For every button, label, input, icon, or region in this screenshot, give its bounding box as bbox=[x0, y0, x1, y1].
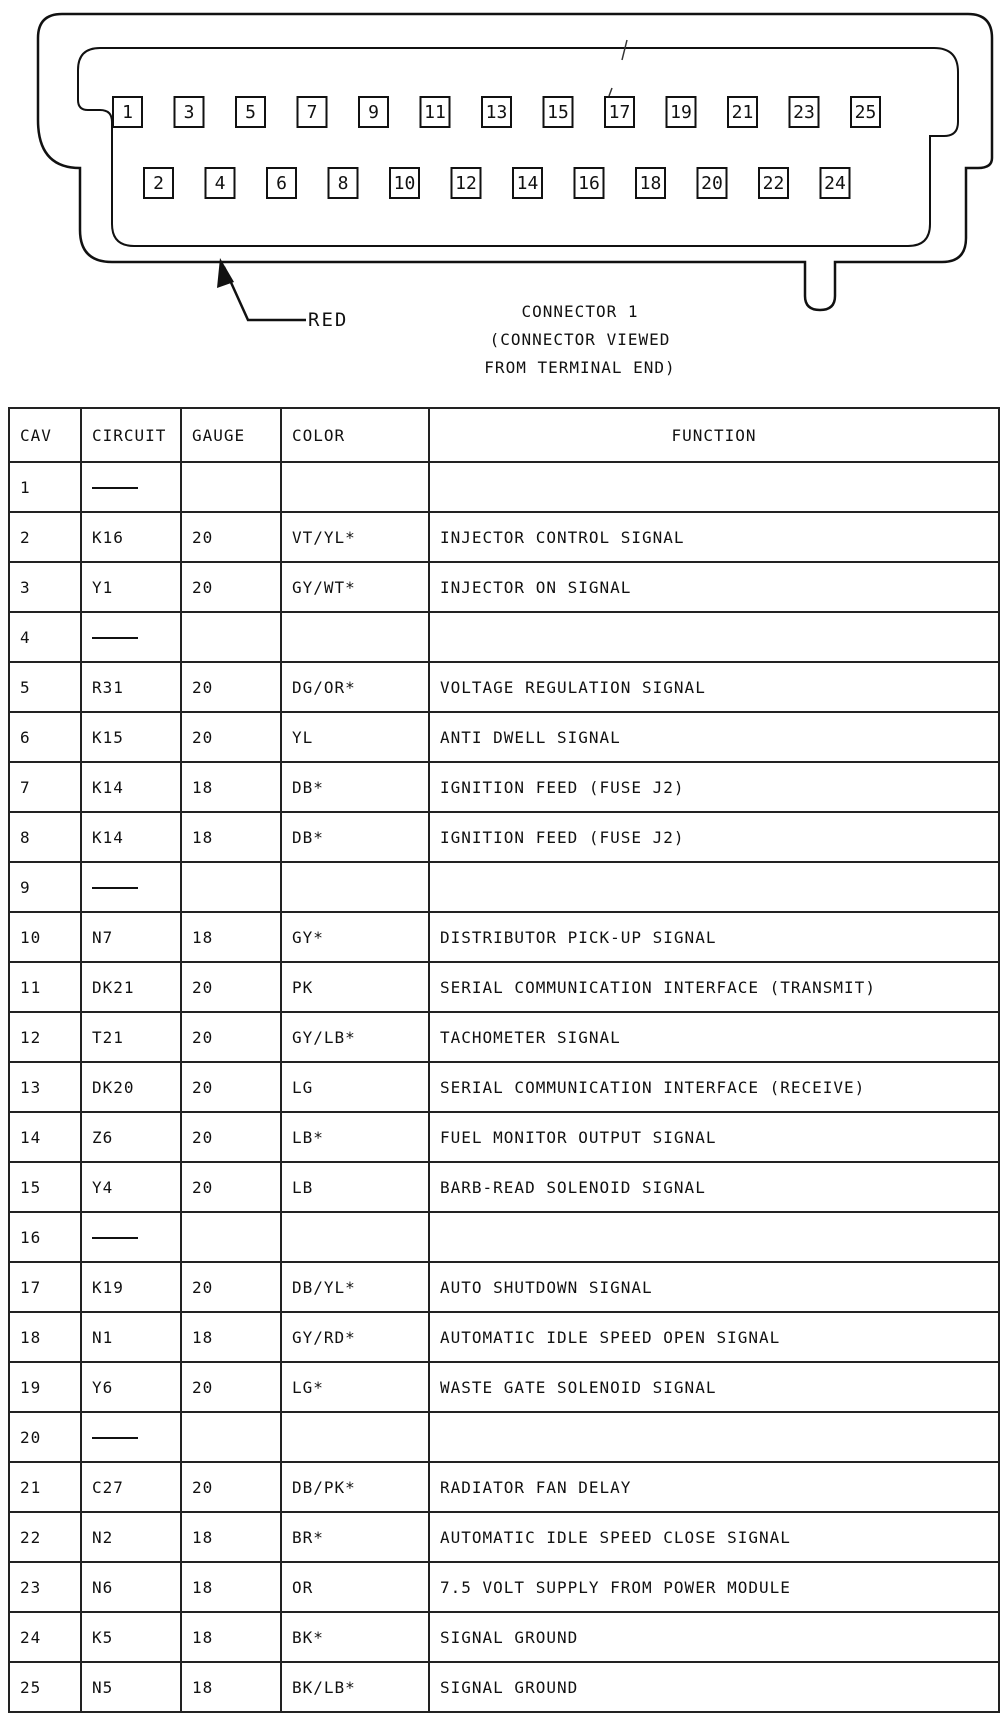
function-cell: TACHOMETER SIGNAL bbox=[429, 1012, 999, 1062]
circuit-cell: C27 bbox=[81, 1462, 181, 1512]
function-cell: IGNITION FEED (FUSE J2) bbox=[429, 812, 999, 862]
table-row bbox=[9, 1312, 999, 1362]
table-row bbox=[9, 612, 999, 662]
pin-row-bottom bbox=[144, 168, 850, 198]
table-row bbox=[9, 862, 999, 912]
circuit-cell: R31 bbox=[81, 662, 181, 712]
pin-cavity bbox=[636, 168, 665, 198]
circuit-cell: Y6 bbox=[81, 1362, 181, 1412]
color-cell bbox=[281, 1412, 429, 1462]
gauge-cell: 20 bbox=[181, 1362, 281, 1412]
pin-cavity bbox=[544, 97, 573, 127]
unused-dash bbox=[92, 487, 138, 489]
unused-dash bbox=[92, 887, 138, 889]
table-row bbox=[9, 512, 999, 562]
circuit-cell bbox=[81, 1412, 181, 1462]
table-row bbox=[9, 762, 999, 812]
pin-cavity bbox=[452, 168, 481, 198]
gauge-cell bbox=[181, 462, 281, 512]
function-cell: 7.5 VOLT SUPPLY FROM POWER MODULE bbox=[429, 1562, 999, 1612]
circuit-cell bbox=[81, 862, 181, 912]
table-row bbox=[9, 1112, 999, 1162]
color-cell: BR* bbox=[281, 1512, 429, 1562]
table-row bbox=[9, 462, 999, 512]
color-cell: LB* bbox=[281, 1112, 429, 1162]
gauge-cell: 20 bbox=[181, 962, 281, 1012]
pin-number: 3 bbox=[183, 102, 195, 123]
gauge-cell: 18 bbox=[181, 812, 281, 862]
gauge-cell: 18 bbox=[181, 912, 281, 962]
color-cell: GY/WT* bbox=[281, 562, 429, 612]
pin-cavity bbox=[421, 97, 450, 127]
unused-dash bbox=[92, 1437, 138, 1439]
function-cell: BARB-READ SOLENOID SIGNAL bbox=[429, 1162, 999, 1212]
function-cell: INJECTOR CONTROL SIGNAL bbox=[429, 512, 999, 562]
cav-cell: 23 bbox=[9, 1562, 81, 1612]
circuit-cell: K16 bbox=[81, 512, 181, 562]
color-cell: GY/RD* bbox=[281, 1312, 429, 1362]
pin-number: 20 bbox=[701, 173, 723, 194]
gauge-cell: 18 bbox=[181, 1662, 281, 1712]
cav-cell: 8 bbox=[9, 812, 81, 862]
circuit-cell: T21 bbox=[81, 1012, 181, 1062]
table-row bbox=[9, 812, 999, 862]
function-cell: AUTO SHUTDOWN SIGNAL bbox=[429, 1262, 999, 1312]
circuit-cell: N2 bbox=[81, 1512, 181, 1562]
function-cell: SIGNAL GROUND bbox=[429, 1612, 999, 1662]
caption-line-3: FROM TERMINAL END) bbox=[484, 358, 676, 377]
cav-cell: 14 bbox=[9, 1112, 81, 1162]
pin-cavity bbox=[575, 168, 604, 198]
function-cell bbox=[429, 462, 999, 512]
pin-number: 13 bbox=[485, 102, 508, 123]
gauge-cell: 20 bbox=[181, 1162, 281, 1212]
gauge-cell: 20 bbox=[181, 712, 281, 762]
gauge-cell: 20 bbox=[181, 1262, 281, 1312]
pin-cavity bbox=[667, 97, 696, 127]
function-cell: WASTE GATE SOLENOID SIGNAL bbox=[429, 1362, 999, 1412]
pin-cavity bbox=[267, 168, 296, 198]
caption-line-2: (CONNECTOR VIEWED bbox=[489, 330, 671, 349]
cav-cell: 2 bbox=[9, 512, 81, 562]
pin-number: 17 bbox=[608, 102, 631, 123]
pin-cavity bbox=[144, 168, 173, 198]
color-cell: BK* bbox=[281, 1612, 429, 1662]
function-cell: DISTRIBUTOR PICK-UP SIGNAL bbox=[429, 912, 999, 962]
header-color: COLOR bbox=[281, 408, 429, 462]
cav-cell: 16 bbox=[9, 1212, 81, 1262]
pin-number: 7 bbox=[306, 102, 318, 123]
pin-number: 10 bbox=[393, 173, 416, 194]
table-row bbox=[9, 1662, 999, 1712]
pin-number: 19 bbox=[670, 102, 692, 123]
table-row bbox=[9, 962, 999, 1012]
circuit-cell: N6 bbox=[81, 1562, 181, 1612]
table-row bbox=[9, 1562, 999, 1612]
table-row bbox=[9, 1362, 999, 1412]
pin-cavity bbox=[329, 168, 358, 198]
header-circuit: CIRCUIT bbox=[81, 408, 181, 462]
gauge-cell: 18 bbox=[181, 1312, 281, 1362]
function-cell: AUTOMATIC IDLE SPEED CLOSE SIGNAL bbox=[429, 1512, 999, 1562]
gauge-cell: 20 bbox=[181, 562, 281, 612]
color-cell: DB* bbox=[281, 812, 429, 862]
pin-cavity bbox=[698, 168, 727, 198]
gauge-cell: 18 bbox=[181, 1512, 281, 1562]
color-cell: LG* bbox=[281, 1362, 429, 1412]
cav-cell: 7 bbox=[9, 762, 81, 812]
circuit-cell: K19 bbox=[81, 1262, 181, 1312]
function-cell bbox=[429, 862, 999, 912]
pin-number: 9 bbox=[368, 102, 379, 123]
table-row bbox=[9, 1512, 999, 1562]
header-function: FUNCTION bbox=[429, 408, 999, 462]
gauge-cell: 20 bbox=[181, 1112, 281, 1162]
color-cell: DB* bbox=[281, 762, 429, 812]
function-cell: SERIAL COMMUNICATION INTERFACE (RECEIVE) bbox=[429, 1062, 999, 1112]
pin-number: 23 bbox=[793, 102, 815, 123]
circuit-cell: K14 bbox=[81, 812, 181, 862]
circuit-cell: Z6 bbox=[81, 1112, 181, 1162]
pin-cavity bbox=[728, 97, 757, 127]
color-cell: DB/YL* bbox=[281, 1262, 429, 1312]
circuit-cell: DK21 bbox=[81, 962, 181, 1012]
function-cell: SIGNAL GROUND bbox=[429, 1662, 999, 1712]
color-cell: YL bbox=[281, 712, 429, 762]
table-row bbox=[9, 1012, 999, 1062]
pin-cavity bbox=[759, 168, 788, 198]
circuit-cell: N7 bbox=[81, 912, 181, 962]
function-cell: SERIAL COMMUNICATION INTERFACE (TRANSMIT) bbox=[429, 962, 999, 1012]
gauge-cell bbox=[181, 612, 281, 662]
pin-cavity bbox=[359, 97, 388, 127]
pin-number: 12 bbox=[455, 173, 477, 194]
pin-number: 8 bbox=[337, 173, 349, 194]
pin-cavity bbox=[851, 97, 880, 127]
table-row bbox=[9, 1212, 999, 1262]
pin-number: 2 bbox=[153, 173, 164, 194]
cav-cell: 15 bbox=[9, 1162, 81, 1212]
color-cell: OR bbox=[281, 1562, 429, 1612]
table-row bbox=[9, 712, 999, 762]
circuit-cell bbox=[81, 612, 181, 662]
pin-row-top bbox=[113, 97, 880, 127]
table-row bbox=[9, 1062, 999, 1112]
gauge-cell: 18 bbox=[181, 1612, 281, 1662]
cav-cell: 1 bbox=[9, 462, 81, 512]
circuit-cell bbox=[81, 1212, 181, 1262]
pin-cavity bbox=[482, 97, 511, 127]
circuit-cell: N5 bbox=[81, 1662, 181, 1712]
pin-cavity bbox=[206, 168, 235, 198]
function-cell: RADIATOR FAN DELAY bbox=[429, 1462, 999, 1512]
pin-number: 1 bbox=[122, 102, 133, 123]
function-cell: FUEL MONITOR OUTPUT SIGNAL bbox=[429, 1112, 999, 1162]
pin-cavity bbox=[513, 168, 542, 198]
table-row bbox=[9, 1412, 999, 1462]
circuit-cell: Y1 bbox=[81, 562, 181, 612]
pin-number: 25 bbox=[854, 102, 877, 123]
color-cell bbox=[281, 612, 429, 662]
unused-dash bbox=[92, 1237, 138, 1239]
pin-number: 16 bbox=[578, 173, 600, 194]
pin-cavity bbox=[113, 97, 142, 127]
gauge-cell: 20 bbox=[181, 512, 281, 562]
cav-cell: 20 bbox=[9, 1412, 81, 1462]
pinout-table-body bbox=[9, 462, 999, 1712]
pin-number: 18 bbox=[639, 173, 662, 194]
gauge-cell: 20 bbox=[181, 1012, 281, 1062]
gauge-cell bbox=[181, 1412, 281, 1462]
housing-mark bbox=[609, 88, 612, 96]
pin-number: 4 bbox=[214, 173, 226, 194]
pin-number: 22 bbox=[762, 173, 785, 194]
pin-number: 11 bbox=[424, 102, 446, 123]
gauge-cell: 18 bbox=[181, 1562, 281, 1612]
cav-cell: 25 bbox=[9, 1662, 81, 1712]
cav-cell: 22 bbox=[9, 1512, 81, 1562]
gauge-cell: 20 bbox=[181, 662, 281, 712]
color-cell: DB/PK* bbox=[281, 1462, 429, 1512]
cav-cell: 19 bbox=[9, 1362, 81, 1412]
circuit-cell: N1 bbox=[81, 1312, 181, 1362]
color-cell: LB bbox=[281, 1162, 429, 1212]
connector-housing-inner bbox=[78, 48, 958, 246]
function-cell bbox=[429, 612, 999, 662]
color-cell: VT/YL* bbox=[281, 512, 429, 562]
cav-cell: 17 bbox=[9, 1262, 81, 1312]
color-cell bbox=[281, 462, 429, 512]
circuit-cell bbox=[81, 462, 181, 512]
function-cell: ANTI DWELL SIGNAL bbox=[429, 712, 999, 762]
cav-cell: 11 bbox=[9, 962, 81, 1012]
cav-cell: 21 bbox=[9, 1462, 81, 1512]
table-row bbox=[9, 662, 999, 712]
circuit-cell: K14 bbox=[81, 762, 181, 812]
gauge-cell bbox=[181, 1212, 281, 1262]
color-cell: PK bbox=[281, 962, 429, 1012]
table-row bbox=[9, 1262, 999, 1312]
pin-cavity bbox=[298, 97, 327, 127]
connector-caption bbox=[440, 298, 720, 382]
table-row bbox=[9, 1612, 999, 1662]
gauge-cell: 20 bbox=[181, 1062, 281, 1112]
function-cell: VOLTAGE REGULATION SIGNAL bbox=[429, 662, 999, 712]
housing-mark bbox=[622, 40, 627, 60]
function-cell: INJECTOR ON SIGNAL bbox=[429, 562, 999, 612]
function-cell: IGNITION FEED (FUSE J2) bbox=[429, 762, 999, 812]
table-row bbox=[9, 1162, 999, 1212]
pin-number: 5 bbox=[245, 102, 256, 123]
circuit-cell: K5 bbox=[81, 1612, 181, 1662]
circuit-cell: Y4 bbox=[81, 1162, 181, 1212]
red-marker-label: RED bbox=[308, 309, 349, 331]
circuit-cell: K15 bbox=[81, 712, 181, 762]
pin-cavity bbox=[605, 97, 634, 127]
pin-number: 14 bbox=[516, 173, 539, 194]
cav-cell: 18 bbox=[9, 1312, 81, 1362]
pin-number: 6 bbox=[276, 173, 287, 194]
color-cell: BK/LB* bbox=[281, 1662, 429, 1712]
circuit-cell: DK20 bbox=[81, 1062, 181, 1112]
table-row bbox=[9, 912, 999, 962]
pin-cavity bbox=[236, 97, 265, 127]
pinout-table bbox=[8, 407, 1000, 1713]
gauge-cell bbox=[181, 862, 281, 912]
pin-cavity bbox=[821, 168, 850, 198]
cav-cell: 3 bbox=[9, 562, 81, 612]
header-cav: CAV bbox=[9, 408, 81, 462]
gauge-cell: 18 bbox=[181, 762, 281, 812]
color-cell: DG/OR* bbox=[281, 662, 429, 712]
cav-cell: 10 bbox=[9, 912, 81, 962]
cav-cell: 9 bbox=[9, 862, 81, 912]
table-row bbox=[9, 1462, 999, 1512]
connector-housing-outer bbox=[38, 14, 992, 310]
color-cell: LG bbox=[281, 1062, 429, 1112]
caption-line-1: CONNECTOR 1 bbox=[521, 302, 639, 321]
cav-cell: 5 bbox=[9, 662, 81, 712]
cav-cell: 24 bbox=[9, 1612, 81, 1662]
function-cell bbox=[429, 1212, 999, 1262]
cav-cell: 6 bbox=[9, 712, 81, 762]
gauge-cell: 20 bbox=[181, 1462, 281, 1512]
cav-cell: 13 bbox=[9, 1062, 81, 1112]
cav-cell: 12 bbox=[9, 1012, 81, 1062]
table-header-row bbox=[9, 408, 999, 462]
color-cell bbox=[281, 1212, 429, 1262]
function-cell bbox=[429, 1412, 999, 1462]
red-marker-arrow bbox=[224, 267, 306, 320]
pin-cavity bbox=[175, 97, 204, 127]
color-cell: GY* bbox=[281, 912, 429, 962]
pin-number: 21 bbox=[731, 102, 754, 123]
pin-cavity bbox=[390, 168, 419, 198]
color-cell: GY/LB* bbox=[281, 1012, 429, 1062]
table-row bbox=[9, 562, 999, 612]
pin-number: 15 bbox=[547, 102, 569, 123]
unused-dash bbox=[92, 637, 138, 639]
header-gauge: GAUGE bbox=[181, 408, 281, 462]
pin-number: 24 bbox=[824, 173, 846, 194]
pin-cavity bbox=[790, 97, 819, 127]
color-cell bbox=[281, 862, 429, 912]
cav-cell: 4 bbox=[9, 612, 81, 662]
function-cell: AUTOMATIC IDLE SPEED OPEN SIGNAL bbox=[429, 1312, 999, 1362]
